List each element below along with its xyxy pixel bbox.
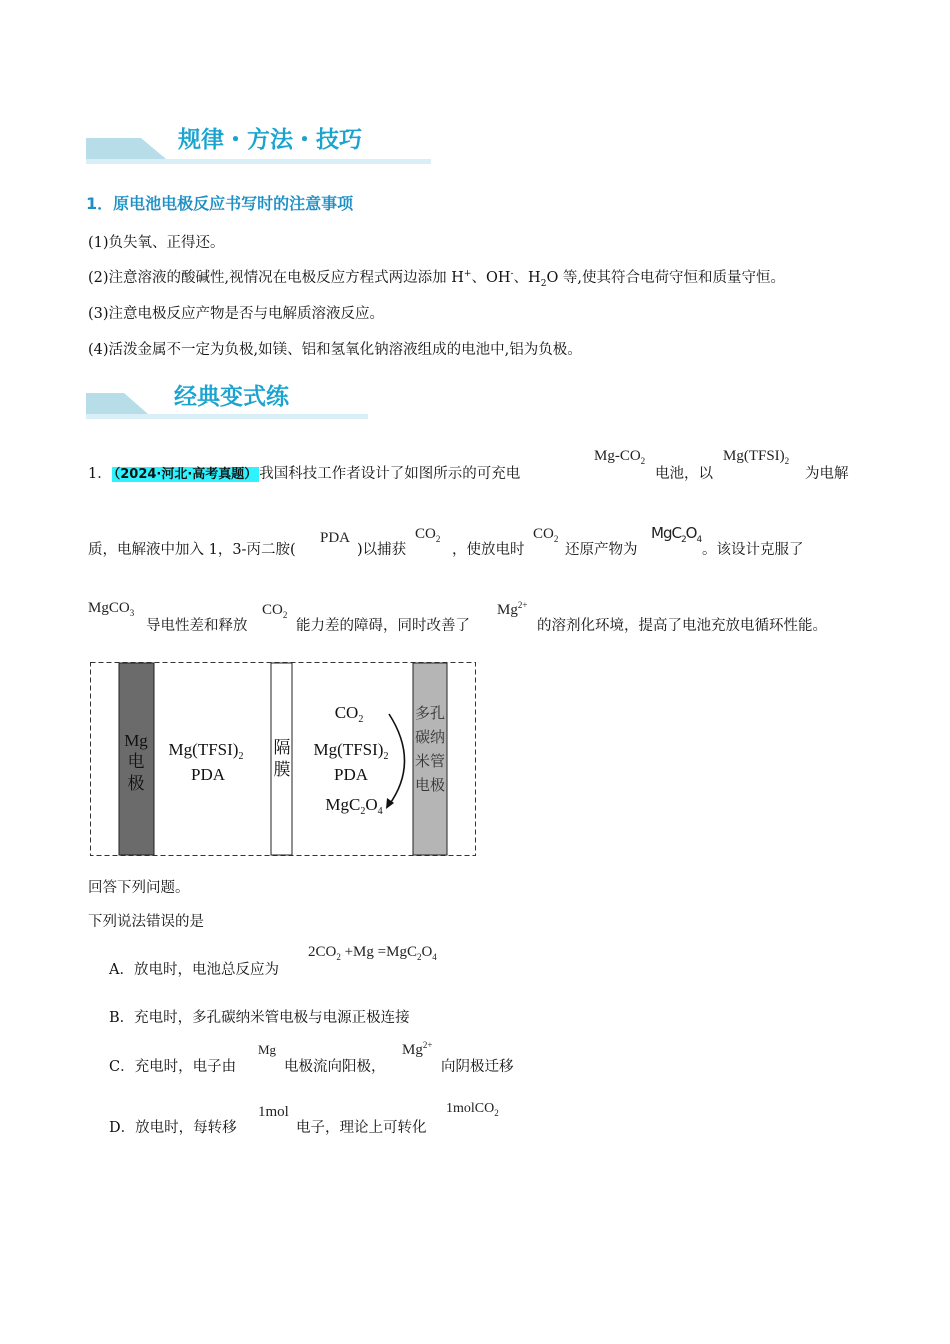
separator: [271, 663, 292, 855]
carbon-electrode-label: 电极: [414, 776, 446, 794]
formula-mg-co2: $Mg-CO_2$: [594, 448, 646, 466]
left-pda-label: PDA: [190, 765, 226, 784]
option-c[interactable]: C．充电时，电子由: [109, 1059, 237, 1075]
paragraph-1: (1)负失氧、正得还。: [88, 235, 225, 251]
paragraph-2: (2)注意溶液的酸碱性,视情况在电极反应方程式两边添加 H+、OH-、$H_2O$ 等,使其符合电荷守恒和质量守恒。: [88, 269, 786, 289]
section-heading: 1．原电池电极反应书写时的注意事项: [86, 194, 354, 213]
formula-co2: $CO_2$: [415, 526, 441, 544]
reaction-arrow: [389, 714, 405, 805]
formula-co2: $CO_2$: [262, 602, 288, 620]
formula-total-reaction: $2CO_2 +Mg =MgC_2O_4$: [308, 944, 437, 962]
paragraph-3: (3)注意电极反应产物是否与电解质溶液反应。: [88, 306, 385, 322]
banner-title: 规律・方法・技巧: [178, 127, 362, 153]
text-span: 电池，以: [655, 466, 713, 482]
text-span: 向阴极迁移: [441, 1059, 514, 1075]
formula-mgc2o4: $MgC_2O_4$: [651, 524, 702, 545]
battery-diagram: [90, 662, 476, 856]
option-d[interactable]: D．放电时，每转移: [109, 1120, 237, 1136]
formula-1molco2: 1molCO$_2$: [446, 1101, 499, 1118]
left-electrolyte-label: $Mg(TFSI)_2$: [168, 740, 244, 762]
separator-label: 膜: [273, 760, 291, 779]
mgc2o4-label: $MgC_2O_4$: [325, 795, 383, 817]
paragraph-4: (4)活泼金属不一定为负极,如镁、铝和氢氧化钠溶液组成的电池中,铝为负极。: [88, 342, 582, 358]
text-span: 电子，理论上可转化: [296, 1120, 427, 1136]
text-span: 还原产物为: [565, 542, 638, 558]
question-line-1: 1． （2024·河北·高考真题） 我国科技工作者设计了如图所示的可充电: [88, 466, 521, 482]
prompt-question: 下列说法错误的是: [88, 914, 204, 930]
text-span: 能力差的障碍，同时改善了: [296, 618, 470, 634]
text-span: 导电性差和释放: [146, 618, 248, 634]
prompt-answer: 回答下列问题。: [88, 880, 190, 896]
co2-label: $CO_2$: [334, 703, 364, 725]
carbon-electrode-label: 碳纳: [414, 728, 446, 746]
mg-electrode-label: Mg: [124, 731, 148, 750]
formula-mg-tfsi: $Mg(TFSI)_2$: [723, 448, 790, 466]
text-span: ，使放电时: [452, 542, 525, 558]
section-banner-practice: [86, 384, 368, 418]
carbon-electrode-label: 多孔: [414, 704, 446, 722]
mg-electrode-label: 极: [127, 774, 145, 793]
formula-mg2plus: $Mg^{2+}$: [497, 600, 528, 618]
right-pda-label: PDA: [333, 765, 369, 784]
text-span: 的溶剂化环境，提高了电池充放电循环性能。: [537, 618, 827, 634]
text-span: 电极流向阳极，: [284, 1059, 386, 1075]
text-span: 为电解: [805, 466, 849, 482]
banner-title: 经典变式练: [174, 384, 289, 410]
text-span: )以捕获: [357, 542, 407, 558]
option-a[interactable]: A．放电时，电池总反应为: [109, 962, 279, 978]
mg-electrode-label: 电: [127, 752, 145, 771]
separator-label: 隔: [273, 738, 291, 757]
source-tag: （2024·河北·高考真题）: [113, 467, 258, 482]
formula-mg2plus: $Mg^{2+}$: [402, 1040, 433, 1058]
formula-co2: $CO_2$: [533, 526, 559, 544]
formula-mg: Mg: [258, 1042, 277, 1057]
right-electrolyte-label: $Mg(TFSI)_2$: [313, 740, 389, 762]
formula-mgco3: MgCO$_3$: [88, 600, 135, 618]
text-span: 。该设计克服了: [702, 542, 804, 558]
formula-pda: PDA: [320, 530, 351, 546]
text-span: 质，电解液中加入 1，3-丙二胺(: [88, 542, 296, 558]
carbon-electrode-label: 米管: [414, 752, 446, 770]
option-b[interactable]: B．充电时，多孔碳纳米管电极与电源正极连接: [109, 1010, 410, 1026]
formula-1mol: 1mol: [258, 1104, 289, 1120]
section-banner-rules: [86, 127, 431, 163]
